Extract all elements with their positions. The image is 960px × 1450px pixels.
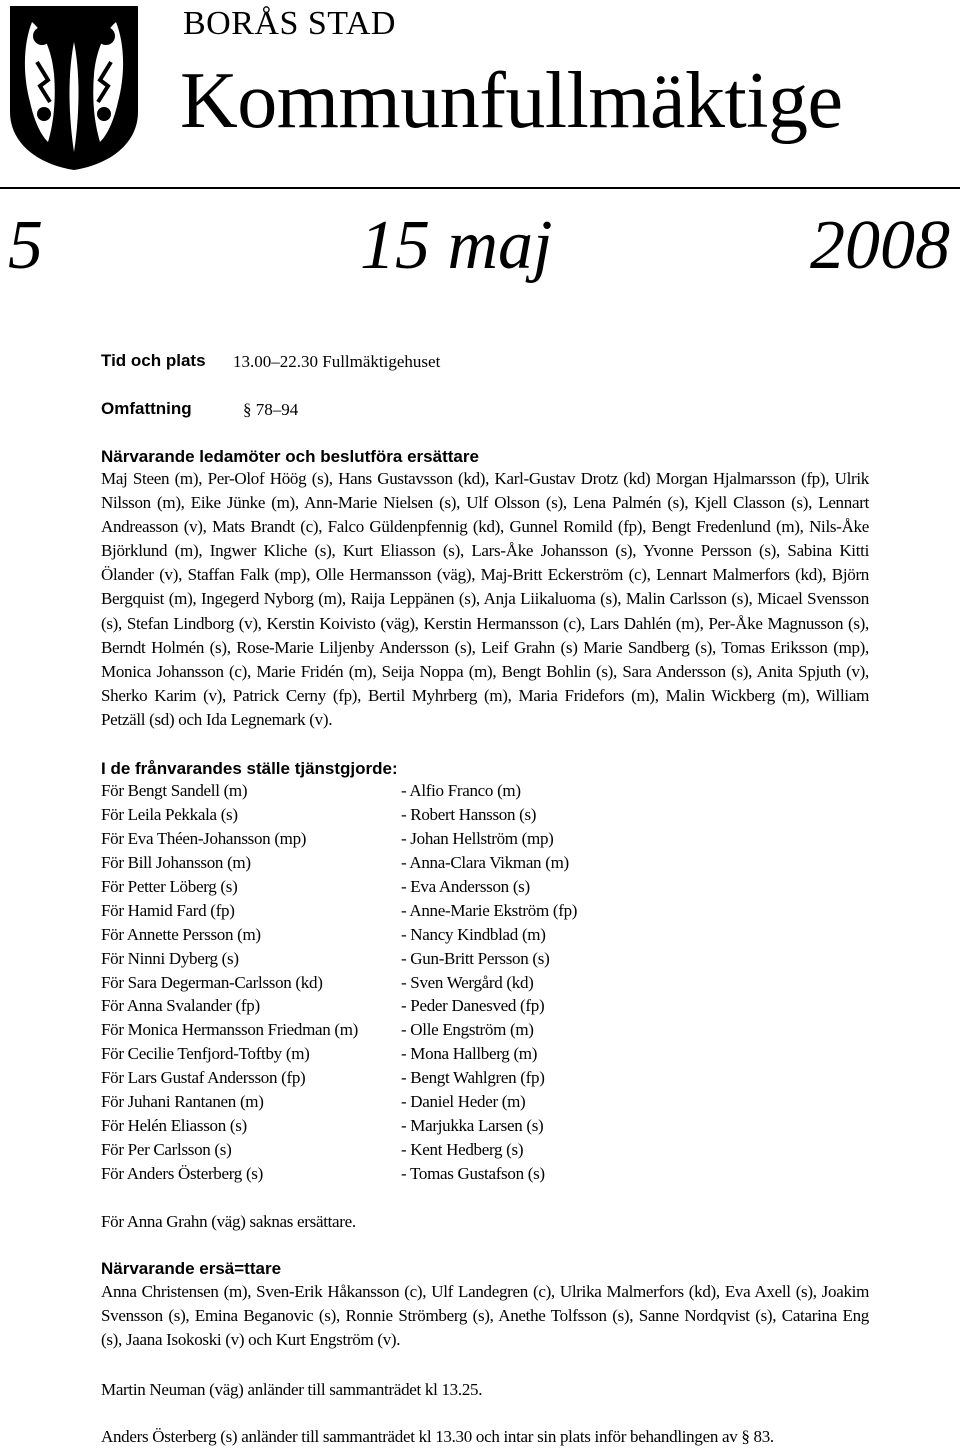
substitutes-present-heading: Närvarande ersä=ttare bbox=[101, 1259, 282, 1278]
time-place-value: 13.00–22.30 Fullmäktigehuset bbox=[233, 352, 441, 371]
substitutes-heading: I de frånvarandes ställe tjänstgjorde: bbox=[101, 759, 398, 778]
arrival-note: Anders Österberg (s) anländer till sammanträdet kl 13.30 och intar sin plats inför behandlingen av § 83. bbox=[101, 1427, 774, 1446]
substitute-member: - Tomas Gustafson (s) bbox=[401, 1164, 545, 1183]
list-item bbox=[101, 994, 701, 1018]
absent-member: För Leila Pekkala (s) bbox=[101, 804, 238, 824]
absent-member: För Monica Hermansson Friedman (m) bbox=[101, 1020, 359, 1040]
substitute-member: - Bengt Wahlgren (fp) bbox=[401, 1068, 545, 1088]
substitute-member: - Peder Danesved (fp) bbox=[401, 996, 545, 1016]
absent-member: För Anna Svalander (fp) bbox=[101, 996, 260, 1016]
list-item bbox=[101, 875, 701, 899]
org-name: BORÅS STAD bbox=[183, 5, 396, 42]
substitute-member: - Olle Engström (m) bbox=[401, 1020, 534, 1040]
page-title: Kommunfullmäktige bbox=[180, 57, 843, 145]
absent-member: För Ninni Dyberg (s) bbox=[101, 948, 239, 968]
meeting-number: 5 bbox=[8, 207, 43, 284]
substitutes-list bbox=[101, 779, 701, 1186]
absent-member: För Eva Théen-Johansson (mp) bbox=[101, 828, 307, 848]
list-item bbox=[101, 1018, 701, 1042]
list-item bbox=[101, 1138, 701, 1162]
absent-member: För Petter Löberg (s) bbox=[101, 876, 238, 896]
absent-member: För Helén Eliasson (s) bbox=[101, 1116, 247, 1136]
time-place-label: Tid och plats bbox=[101, 351, 206, 370]
substitute-member: - Robert Hansson (s) bbox=[401, 804, 537, 824]
list-item bbox=[101, 803, 701, 827]
list-item bbox=[101, 1162, 701, 1186]
list-item bbox=[101, 1066, 701, 1090]
substitute-member: - Anne-Marie Ekström (fp) bbox=[401, 900, 578, 920]
scope-value: § 78–94 bbox=[243, 400, 299, 419]
substitute-member: - Nancy Kindblad (m) bbox=[401, 924, 546, 944]
list-item bbox=[101, 1042, 701, 1066]
substitutes-present-text: Anna Christensen (m), Sven-Erik Håkansson (c), Ulf Landegren (c), Ulrika Malmerfors (kd), Eva Axell (s), Joakim Svensson (s), Emina Beganovic (s), Ronnie Strömberg (s), Anethe Tolfsson (s), Sanne Nordqvist (s), Catarina Eng (s), Jaana Isokoski (v) och Kurt Engström (v). bbox=[101, 1282, 869, 1350]
absent-member: För Sara Degerman-Carlsson (kd) bbox=[101, 972, 323, 992]
list-item bbox=[101, 947, 701, 971]
absent-member: För Annette Persson (m) bbox=[101, 924, 261, 944]
absent-member: För Bengt Sandell (m) bbox=[101, 781, 248, 800]
list-item bbox=[101, 851, 701, 875]
present-members-text: Maj Steen (m), Per-Olof Höög (s), Hans Gustavsson (kd), Karl-Gustav Drotz (kd) Morgan Hjalmarsson (fp), Ulrik Nilsson (m), Eike Jünke (m), Ann-Marie Nielsen (s), Ulf Olsson (s), Lena Palmén (s), Kjell Classon (s), Lennart Andreasson (v), Mats Brandt (c), Falco Güldenpfennig (kd), Gunnel Romild (fp), Bengt Fredenlund (m), Nils-Åke Björklund (m), Ingwer Kliche (s), Kurt Eliasson (s), Lars-Åke Johansson (s), Yvonne Persson (s), Sabina Kitti Ölander (v), Staffan Falk (mp), Olle Hermansson (väg), Maj-Britt Eckerström (c), Lennart Malmerfors (kd), Björn Bergquist (m), Ingegerd Nyborg (m), Raija Leppänen (s), Anja Liikaluoma (s), Malin Carlsson (s), Micael Svensson (s), Stefan Lindborg (v), Kerstin Koivisto (väg), Kerstin Hermansson (c), Lars Dahlén (m), Per-Åke Magnusson (s), Berndt Holmén (s), Rose-Marie Liljenby Andersson (s), Leif Grahn (s) Marie Sandberg (s), Tomas Eriksson (mp), Monica Johansson (c), Marie Fridén (m), Seija Noppa (m), Bengt Bohlin (s), Sara Andersson (s), Anita Spjuth (v), Sherko Karim (v), Patrick Cerny (fp), Bertil Myhrberg (m), Maria Fridefors (m), Malin Wickberg (m), William Petzäll (sd) och Ida Legnemark (v). bbox=[101, 469, 869, 729]
substitute-member: - Kent Hedberg (s) bbox=[401, 1140, 524, 1160]
substitute-member: - Gun-Britt Persson (s) bbox=[401, 948, 550, 968]
substitute-member: - Eva Andersson (s) bbox=[401, 876, 530, 896]
list-item bbox=[101, 827, 701, 851]
absent-member: För Per Carlsson (s) bbox=[101, 1140, 232, 1160]
no-substitute-note: För Anna Grahn (väg) saknas ersättare. bbox=[101, 1212, 356, 1231]
list-item bbox=[101, 971, 701, 995]
absent-member: För Lars Gustaf Andersson (fp) bbox=[101, 1068, 306, 1088]
scope-label: Omfattning bbox=[101, 399, 192, 418]
absent-member: För Bill Johansson (m) bbox=[101, 852, 251, 872]
substitute-member: - Johan Hellström (mp) bbox=[401, 828, 554, 848]
meeting-year: 2008 bbox=[810, 207, 950, 284]
list-item bbox=[101, 779, 701, 803]
present-heading: Närvarande ledamöter och beslutföra ersättare bbox=[101, 447, 479, 466]
absent-member: För Cecilie Tenfjord-Toftby (m) bbox=[101, 1044, 310, 1064]
header-divider bbox=[0, 187, 960, 189]
absent-member: För Anders Österberg (s) bbox=[101, 1164, 263, 1183]
absent-member: För Juhani Rantanen (m) bbox=[101, 1092, 264, 1112]
list-item bbox=[101, 923, 701, 947]
meeting-date: 15 maj bbox=[360, 207, 553, 284]
substitute-member: - Mona Hallberg (m) bbox=[401, 1044, 538, 1064]
substitute-member: - Sven Wergård (kd) bbox=[401, 972, 534, 992]
list-item bbox=[101, 1090, 701, 1114]
substitute-member: - Marjukka Larsen (s) bbox=[401, 1116, 544, 1136]
absent-member: För Hamid Fard (fp) bbox=[101, 900, 235, 920]
list-item bbox=[101, 899, 701, 923]
boras-coat-of-arms-icon bbox=[4, 2, 144, 172]
substitute-member: - Daniel Heder (m) bbox=[401, 1092, 526, 1112]
arrival-note: Martin Neuman (väg) anländer till sammanträdet kl 13.25. bbox=[101, 1380, 483, 1399]
substitute-member: - Anna-Clara Vikman (m) bbox=[401, 852, 569, 872]
list-item bbox=[101, 1114, 701, 1138]
substitute-member: - Alfio Franco (m) bbox=[401, 781, 521, 800]
